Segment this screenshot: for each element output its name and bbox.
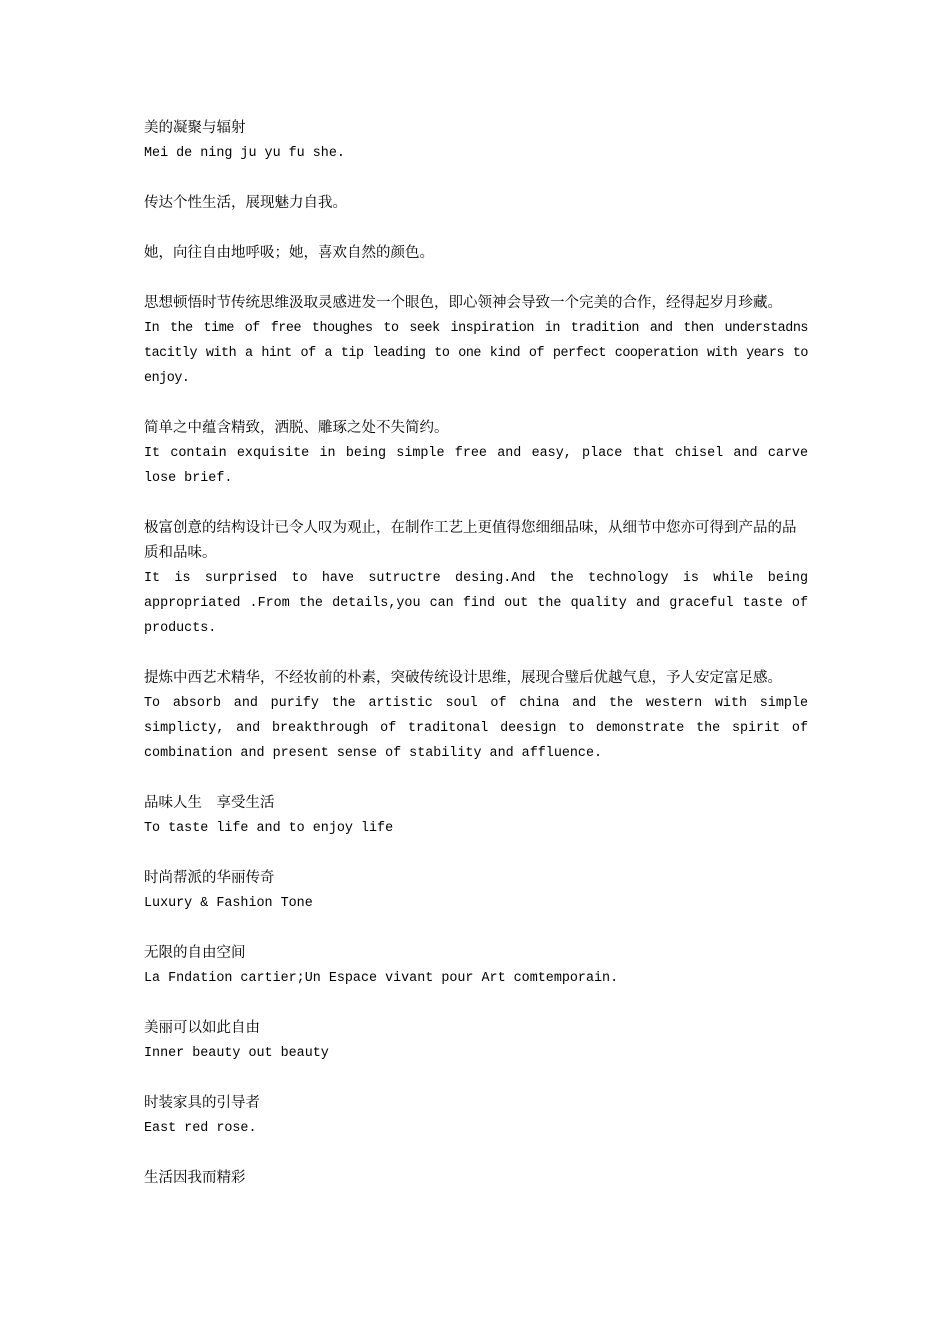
- paragraph-block: [144, 416, 808, 491]
- english-line: In the time of free thoughes to seek inspiration in tradition and then understadns tacitly with a hint of a tip leading to one kind of perfect cooperation with years to enjoy.: [144, 321, 808, 386]
- paragraph-block: [144, 1166, 808, 1191]
- chinese-line: 生活因我而精彩: [144, 1170, 246, 1186]
- english-line: East red rose.: [144, 1121, 257, 1136]
- chinese-line: 时尚帮派的华丽传奇: [144, 870, 275, 886]
- english-line: Inner beauty out beauty: [144, 1046, 329, 1061]
- chinese-line: 简单之中蕴含精致，洒脱、雕琢之处不失简约。: [144, 420, 449, 436]
- paragraph-block: [144, 1016, 808, 1066]
- document-body: [144, 116, 808, 1216]
- chinese-line: 极富创意的结构设计已令人叹为观止，在制作工艺上更值得您细细品味，从细节中您亦可得到产品的品质和品味。: [144, 520, 797, 561]
- paragraph-block: [144, 241, 808, 266]
- chinese-line: 提炼中西艺术精华，不经妆前的朴素，突破传统设计思维，展现合璧后优越气息，予人安定富足感。: [144, 670, 782, 686]
- chinese-line: 思想顿悟时节传统思维汲取灵感进发一个眼色，即心领神会导致一个完美的合作，经得起岁月珍藏。: [144, 295, 782, 311]
- chinese-line: 品味人生 享受生活: [144, 795, 275, 811]
- chinese-line: 时装家具的引导者: [144, 1095, 260, 1111]
- paragraph-block: [144, 666, 808, 766]
- english-line: To absorb and purify the artistic soul of china and the western with simple simplicty, and breakthrough of traditonal deesign to demonstrate the spirit of combination and present sense of stability and affluence.: [144, 696, 808, 761]
- chinese-line: 无限的自由空间: [144, 945, 246, 961]
- paragraph-block: [144, 516, 808, 641]
- english-line: It contain exquisite in being simple free and easy, place that chisel and carve lose brief.: [144, 446, 808, 486]
- paragraph-block: [144, 1091, 808, 1141]
- english-line: Luxury & Fashion Tone: [144, 896, 313, 911]
- paragraph-block: [144, 191, 808, 216]
- chinese-line: 美的凝聚与辐射: [144, 120, 246, 136]
- paragraph-block: [144, 291, 808, 391]
- paragraph-block: [144, 941, 808, 991]
- english-line: To taste life and to enjoy life: [144, 821, 394, 836]
- english-line: Mei de ning ju yu fu she.: [144, 146, 345, 161]
- chinese-line: 传达个性生活，展现魅力自我。: [144, 195, 347, 211]
- chinese-line: 美丽可以如此自由: [144, 1020, 260, 1036]
- chinese-line: 她，向往自由地呼吸；她，喜欢自然的颜色。: [144, 245, 434, 261]
- paragraph-block: [144, 791, 808, 841]
- paragraph-block: [144, 866, 808, 916]
- english-line: It is surprised to have sutructre desing.And the technology is while being appropriated .From the details,you can find out the quality and graceful taste of products.: [144, 571, 808, 636]
- english-line: La Fndation cartier;Un Espace vivant pour Art comtemporain.: [144, 971, 619, 986]
- paragraph-block: [144, 116, 808, 166]
